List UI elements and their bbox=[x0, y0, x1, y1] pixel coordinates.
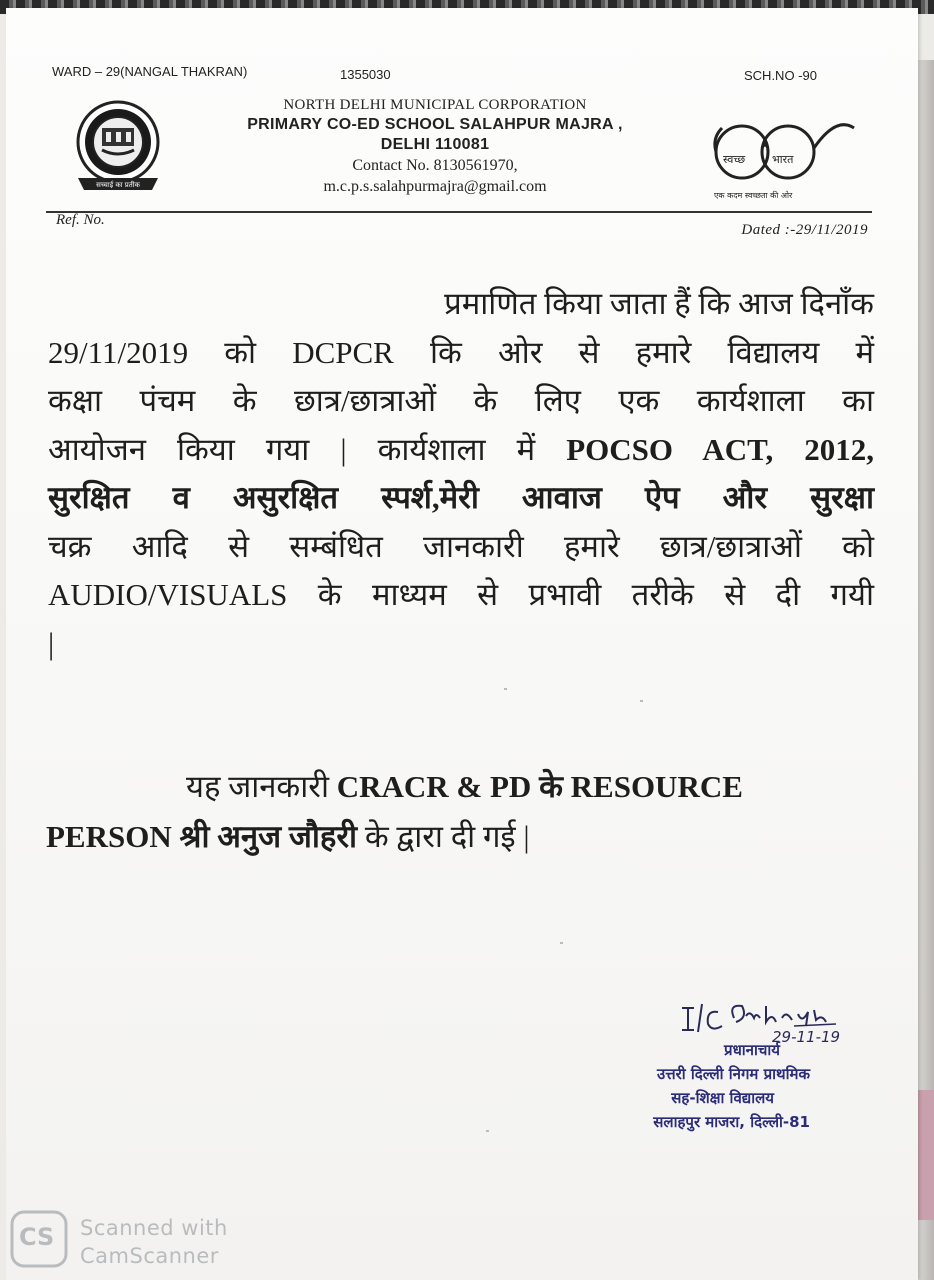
body-line-5: सुरक्षित व असुरक्षित स्पर्श,मेरी आवाज ऐप और सुरक्षा bbox=[48, 480, 874, 515]
para2-ke: के bbox=[539, 769, 563, 804]
mcd-emblem-logo bbox=[72, 100, 164, 196]
contact-number: Contact No. 8130561970, bbox=[352, 157, 518, 174]
pocso-act: POCSO ACT, 2012, bbox=[566, 431, 874, 467]
scan-speck bbox=[640, 700, 643, 702]
ref-number-label: Ref. No. bbox=[56, 212, 105, 228]
bharat-word: भारत bbox=[772, 153, 794, 166]
letterhead-center bbox=[190, 96, 680, 197]
watermark-line-2: CamScanner bbox=[80, 1244, 219, 1268]
letter-date: Dated :-29/11/2019 bbox=[741, 222, 868, 238]
school-name: PRIMARY CO-ED SCHOOL SALAHPUR MAJRA , bbox=[247, 116, 623, 133]
para2-line-2 bbox=[46, 812, 866, 862]
body-line-4-text: आयोजन किया गया | कार्यशाला में bbox=[48, 431, 536, 467]
para2-ending: के द्वारा दी गई | bbox=[364, 819, 530, 854]
signature-date: 29-11-19 bbox=[772, 1028, 841, 1046]
cracr-pd: CRACR & PD bbox=[336, 769, 532, 804]
school-city: DELHI 110081 bbox=[380, 136, 490, 153]
school-number: SCH.NO -90 bbox=[744, 68, 817, 83]
swachh-bharat-logo bbox=[708, 108, 858, 208]
body-line-8: | bbox=[48, 625, 55, 661]
camscanner-watermark bbox=[80, 1214, 228, 1270]
resource-person-paragraph bbox=[46, 762, 866, 862]
person-word: PERSON bbox=[46, 819, 172, 854]
school-code: 1355030 bbox=[340, 67, 391, 82]
stamp-line-3: सह-शिक्षा विद्यालय bbox=[671, 1089, 774, 1107]
principal-stamp bbox=[570, 1038, 810, 1134]
ward-label: WARD – 29(NANGAL THAKRAN) bbox=[52, 64, 248, 79]
scan-speck bbox=[560, 942, 563, 944]
body-line-6: चक्र आदि से सम्बंधित जानकारी हमारे छात्र/छात्राओं को bbox=[48, 528, 874, 564]
body-line-4 bbox=[48, 426, 874, 475]
body-line-1: प्रमाणित किया जाता हैं कि आज दिनाँक bbox=[444, 286, 874, 321]
stamp-line-2: उत्तरी दिल्ली निगम प्राथमिक bbox=[657, 1065, 810, 1083]
resource-person-name: श्री अनुज जौहरी bbox=[179, 819, 358, 854]
scan-speck bbox=[504, 688, 507, 690]
emblem-motto: सच्चाई का प्रतीक bbox=[96, 181, 140, 189]
body-line-2: 29/11/2019 को DCPCR कि ओर से हमारे विद्यालय में bbox=[48, 334, 874, 370]
camscanner-logo-text: CS bbox=[19, 1223, 55, 1251]
stamp-designation: प्रधानाचार्य bbox=[724, 1041, 780, 1059]
swachh-word: स्वच्छ bbox=[723, 153, 746, 166]
para2-text: यह जानकारी bbox=[186, 769, 329, 804]
body-line-7: AUDIO/VISUALS के माध्यम से प्रभावी तरीके से दी गयी bbox=[48, 577, 874, 612]
para2-line-1 bbox=[46, 762, 866, 812]
stamp-line-4: सलाहपुर माजरा, दिल्ली-81 bbox=[653, 1113, 810, 1131]
camscanner-logo bbox=[10, 1210, 68, 1268]
scan-speck bbox=[486, 1130, 489, 1132]
certificate-paragraph bbox=[48, 280, 874, 668]
watermark-line-1: Scanned with bbox=[80, 1216, 228, 1240]
resource-word: RESOURCE bbox=[570, 769, 743, 804]
contact-email: m.c.p.s.salahpurmajra@gmail.com bbox=[323, 178, 547, 195]
header-rule bbox=[46, 211, 872, 213]
body-line-3: कक्षा पंचम के छात्र/छात्राओं के लिए एक कार्यशाला का bbox=[48, 383, 874, 418]
corporation-name: NORTH DELHI MUNICIPAL CORPORATION bbox=[283, 97, 587, 113]
swachh-tagline: एक कदम स्वच्छता की ओर bbox=[714, 191, 793, 200]
